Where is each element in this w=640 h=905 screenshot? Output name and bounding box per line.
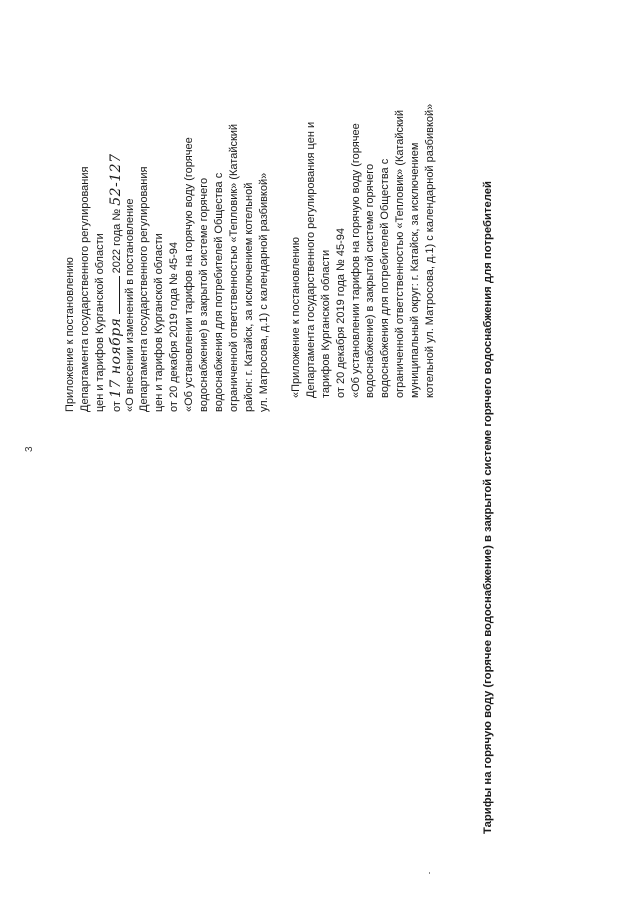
date-year-label: 2022 года № xyxy=(110,208,123,274)
quoted-line: водоснабжение) в закрытой системе горячего xyxy=(364,163,377,398)
appendix-line: Департамента государственного регулирования xyxy=(138,166,151,412)
appendix-line: от 20 декабря 2019 года № 45-94 xyxy=(168,241,181,412)
date-prefix: от xyxy=(110,401,123,412)
date-underline xyxy=(108,276,120,314)
appendix-line: «О внесении изменений в постановление xyxy=(123,198,136,412)
appendix-line: цен и тарифов Курганской области xyxy=(93,233,106,412)
appendix-line: Приложение к постановлению xyxy=(64,257,76,412)
appendix-line: ограниченной ответственностью «Тепловик» (Катайский xyxy=(227,123,240,412)
quoted-line: тарифов Курганской области xyxy=(319,249,332,398)
quoted-line: муниципальный округ: г. Катайск, за исключением xyxy=(409,142,422,398)
table-title: Тарифы на горячую воду (горячее водоснабжение) в закрытой системе горячего водоснабжения для потребителей xyxy=(482,181,494,834)
appendix-line: район: г. Катайск, за исключением котельной xyxy=(242,182,255,412)
quoted-line: «Приложение к постановлению xyxy=(290,237,302,398)
quoted-line: водоснабжения для потребителей Общества с xyxy=(379,158,392,398)
appendix-line: ул. Матросова, д.1) с календарной разбивкой» xyxy=(257,172,270,412)
handwritten-number: 52-127 xyxy=(107,153,124,206)
quoted-line: котельной ул. Матросова, д.1) с календарной разбивкой» xyxy=(424,103,437,398)
handwritten-date: 17 ноября xyxy=(107,317,124,399)
appendix-line: водоснабжение) в закрытой системе горячего xyxy=(198,177,211,412)
appendix-line: водоснабжения для потребителей Общества с xyxy=(212,172,225,412)
quoted-line: ограниченной ответственностью «Тепловик» (Катайский xyxy=(394,109,407,398)
appendix-line: «Об установлении тарифов на горячую воду (горячее xyxy=(183,137,196,412)
appendix-line: Департамента государственного регулирования xyxy=(78,166,91,412)
quoted-line: «Об установлении тарифов на горячую воду (горячее xyxy=(349,123,362,398)
appendix-header-block xyxy=(63,124,271,412)
quoted-appendix-block xyxy=(289,104,438,398)
appendix-date-line xyxy=(108,124,123,412)
scan-artifact xyxy=(429,872,430,874)
page-number: 3 xyxy=(24,446,35,452)
quoted-line: от 20 декабря 2019 года № 45-94 xyxy=(334,227,347,398)
quoted-line: Департамента государственного регулирования цен и xyxy=(304,121,317,398)
appendix-line: цен и тарифов Курганской области xyxy=(153,233,166,412)
